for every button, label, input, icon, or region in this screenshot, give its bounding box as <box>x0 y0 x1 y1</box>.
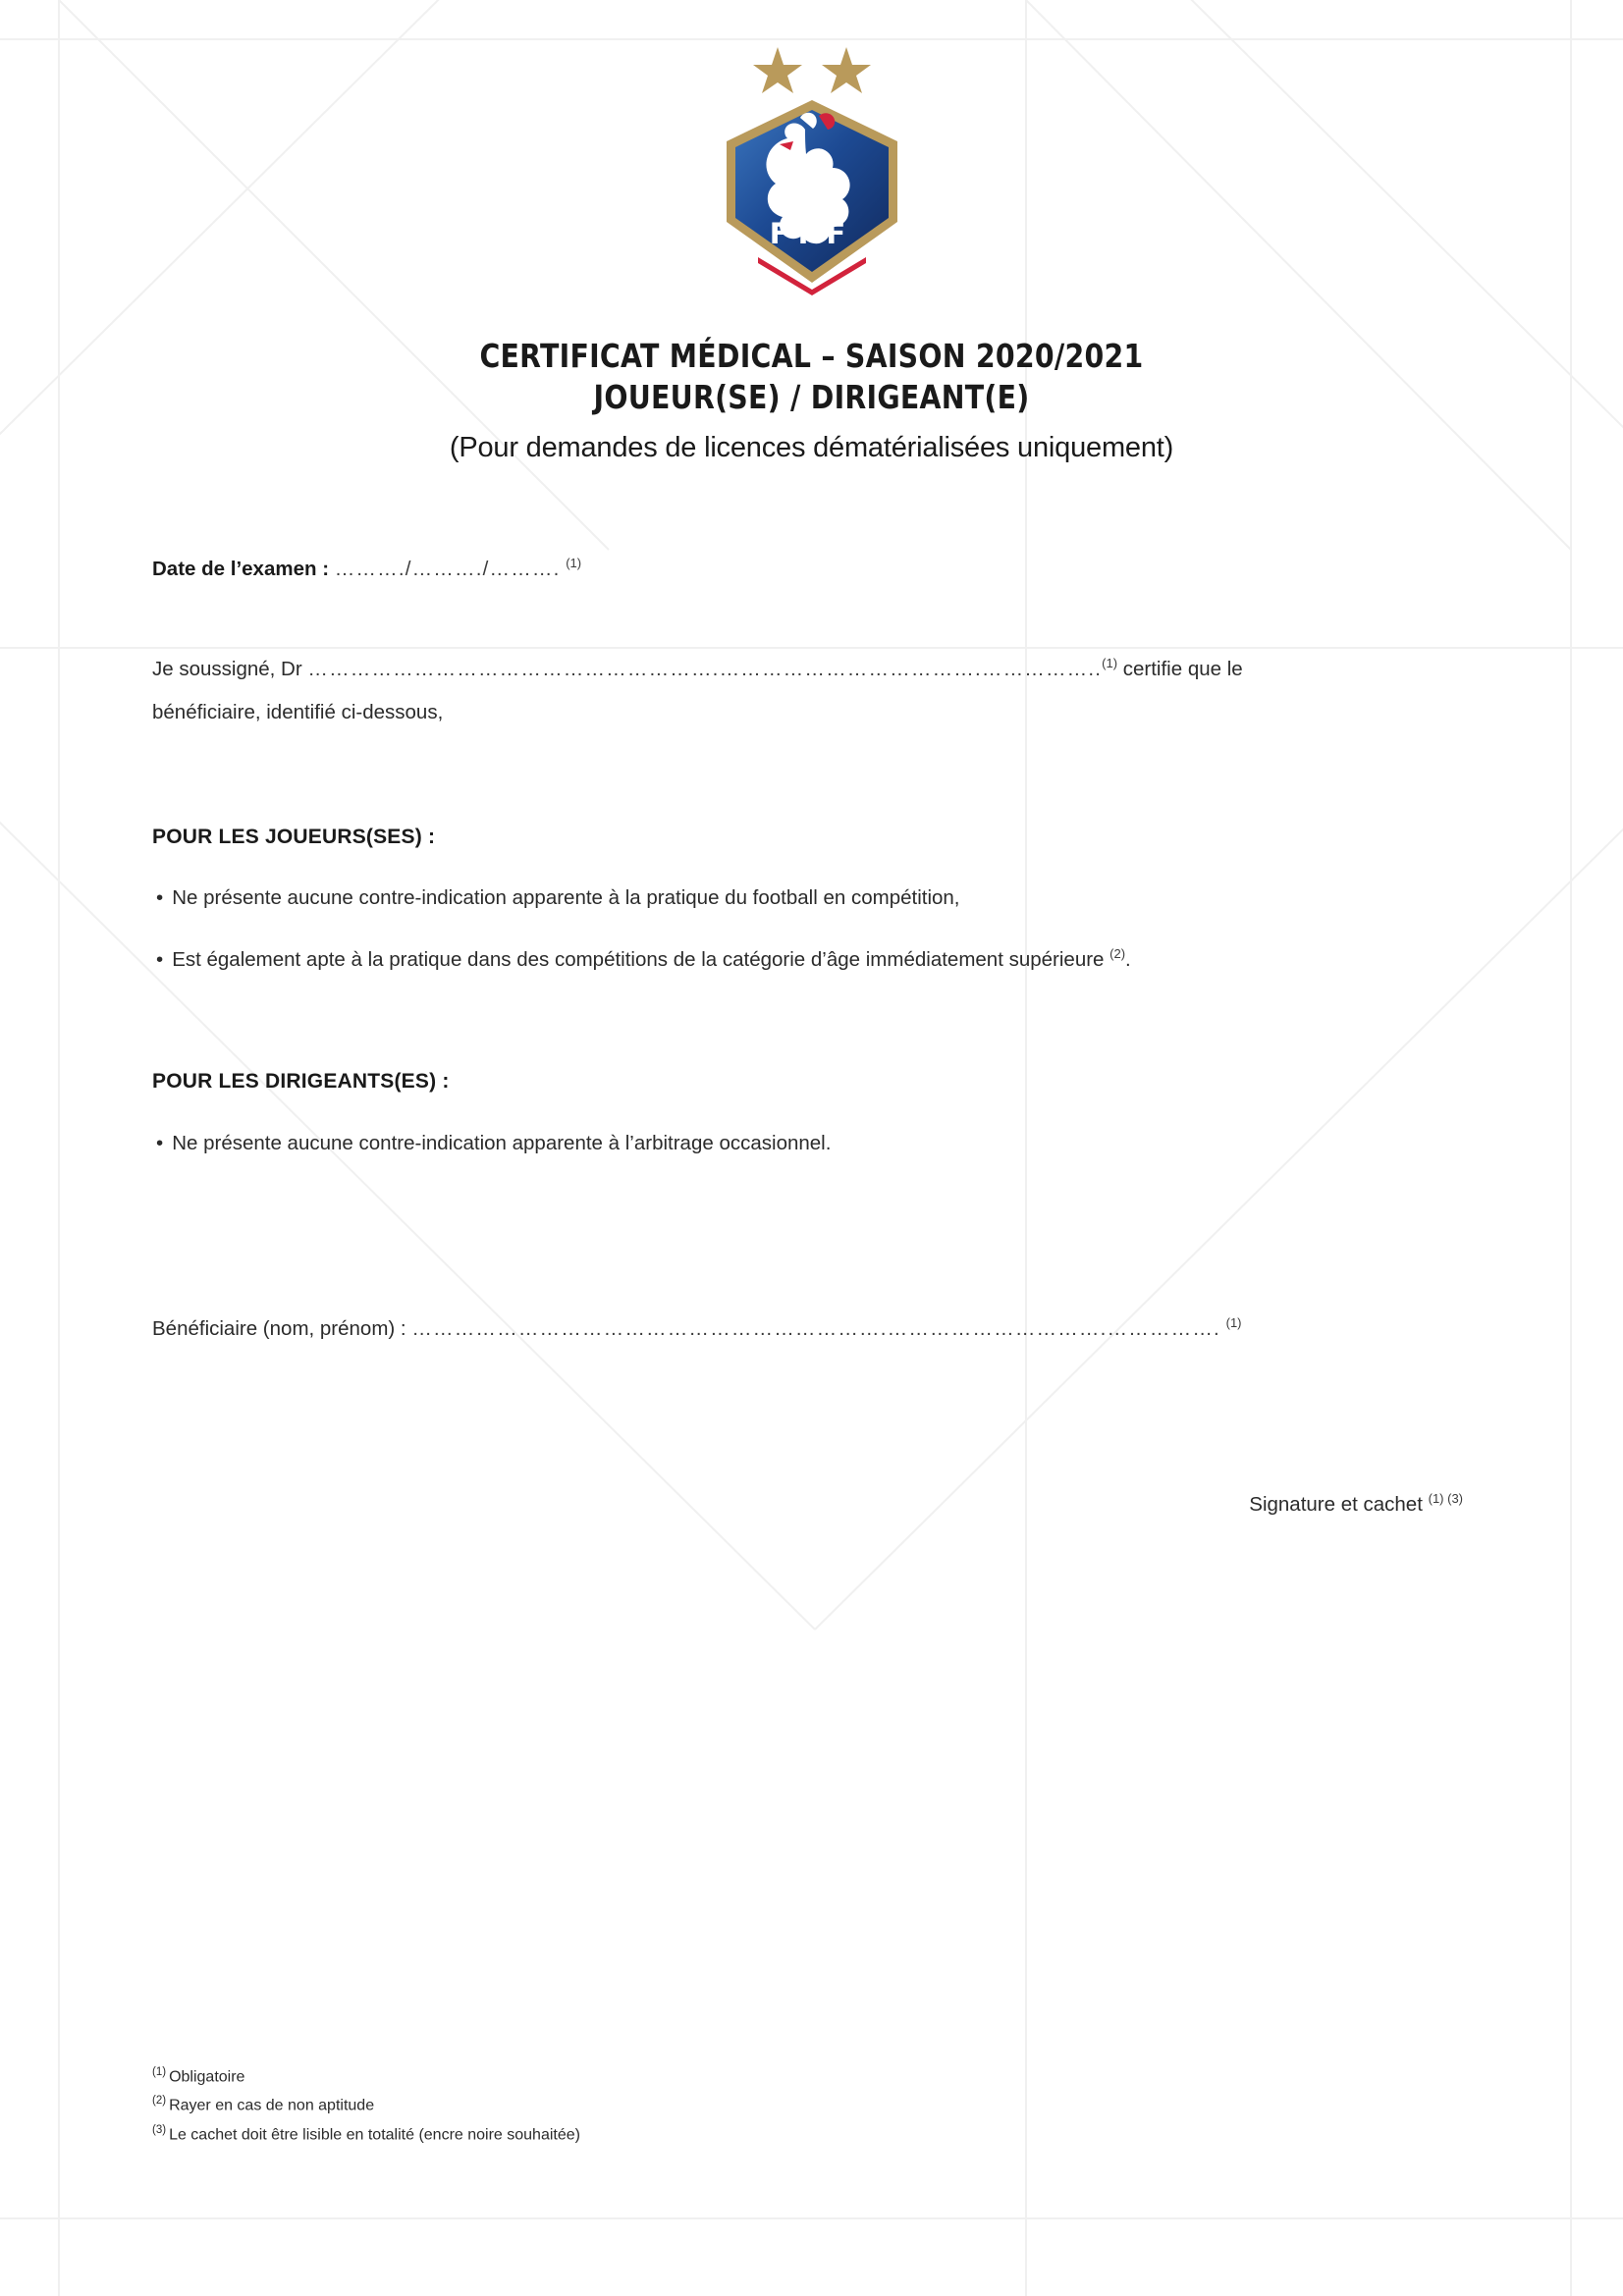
officials-section <box>152 1062 1471 1163</box>
title-block <box>152 336 1471 464</box>
doctor-name-input[interactable]: ………………………………………………….……………………………….…………….. <box>307 658 1103 681</box>
footnote-1-text: Obligatoire <box>169 2068 245 2086</box>
players-bullet-1 <box>152 880 1471 918</box>
footnote-1 <box>152 2062 580 2091</box>
footnote-2-marker: (2) <box>152 2095 167 2108</box>
players-bullet-2-footnote-ref: (2) <box>1109 946 1126 962</box>
footnote-2-text: Rayer en cas de non aptitude <box>169 2097 375 2114</box>
declaration-footnote-ref: (1) <box>1102 656 1118 671</box>
players-bullet-1-text: Ne présente aucune contre-indication apparente à la pratique du football en compétition, <box>172 886 960 910</box>
fff-letters: FFF <box>769 217 854 250</box>
signature-label: Signature et cachet <box>1249 1493 1429 1517</box>
players-section <box>152 818 1471 981</box>
bullet-dot-icon: • <box>156 1132 164 1155</box>
declaration-paragraph <box>152 648 1471 734</box>
bullet-dot-icon: • <box>156 886 164 910</box>
exam-date-row <box>152 551 1471 589</box>
declaration-prefix: Je soussigné, Dr <box>152 658 308 681</box>
exam-date-footnote-ref: (1) <box>566 556 582 571</box>
officials-section-title: POUR LES DIRIGEANTS(ES) : <box>152 1070 450 1094</box>
beneficiary-label: Bénéficiaire (nom, prénom) : <box>152 1317 412 1341</box>
declaration-line2: bénéficiaire, identifié ci-dessous, <box>152 701 444 724</box>
document-title-line2: JOUEUR(SE) / DIRIGEANT(E) <box>593 378 1030 417</box>
footnote-1-marker: (1) <box>152 2066 167 2079</box>
star-icon <box>753 47 871 93</box>
exam-date-label: Date de l’examen : <box>152 558 330 581</box>
body-block <box>152 551 1471 1524</box>
declaration-suffix: certifie que le <box>1117 658 1243 681</box>
players-section-title: POUR LES JOUEURS(SES) : <box>152 825 436 848</box>
crest-container <box>152 0 1471 314</box>
document-subtitle: (Pour demandes de licences dématérialisées uniquement) <box>449 432 1174 464</box>
exam-date-input[interactable]: ………./………./………. <box>334 558 561 581</box>
bullet-dot-icon: • <box>156 948 164 972</box>
beneficiary-name-input[interactable]: ………………………………………………………….………………………….……………. <box>411 1317 1220 1341</box>
beneficiary-footnote-ref: (1) <box>1225 1315 1242 1331</box>
signature-area[interactable] <box>152 1486 1471 1524</box>
fff-crest-icon <box>699 39 925 314</box>
beneficiary-row <box>152 1310 1471 1349</box>
document-title-line1: CERTIFICAT MÉDICAL – SAISON 2020/2021 <box>479 337 1144 375</box>
players-bullet-2-text-after: . <box>1125 948 1131 972</box>
footnote-3-marker: (3) <box>152 2123 167 2136</box>
players-bullet-2 <box>152 941 1471 980</box>
officials-bullet-1 <box>152 1125 1471 1163</box>
footnote-3-text: Le cachet doit être lisible en totalité (encre noire souhaitée) <box>169 2126 580 2143</box>
footnote-2 <box>152 2091 580 2119</box>
players-bullet-2-text: Est également apte à la pratique dans des compétitions de la catégorie d’âge immédiatement supérieure <box>172 948 1110 972</box>
footnotes-block <box>152 2062 580 2149</box>
footnote-3 <box>152 2120 580 2149</box>
signature-footnote-refs: (1) (3) <box>1428 1491 1463 1507</box>
officials-bullet-1-text: Ne présente aucune contre-indication apparente à l’arbitrage occasionnel. <box>172 1132 832 1155</box>
